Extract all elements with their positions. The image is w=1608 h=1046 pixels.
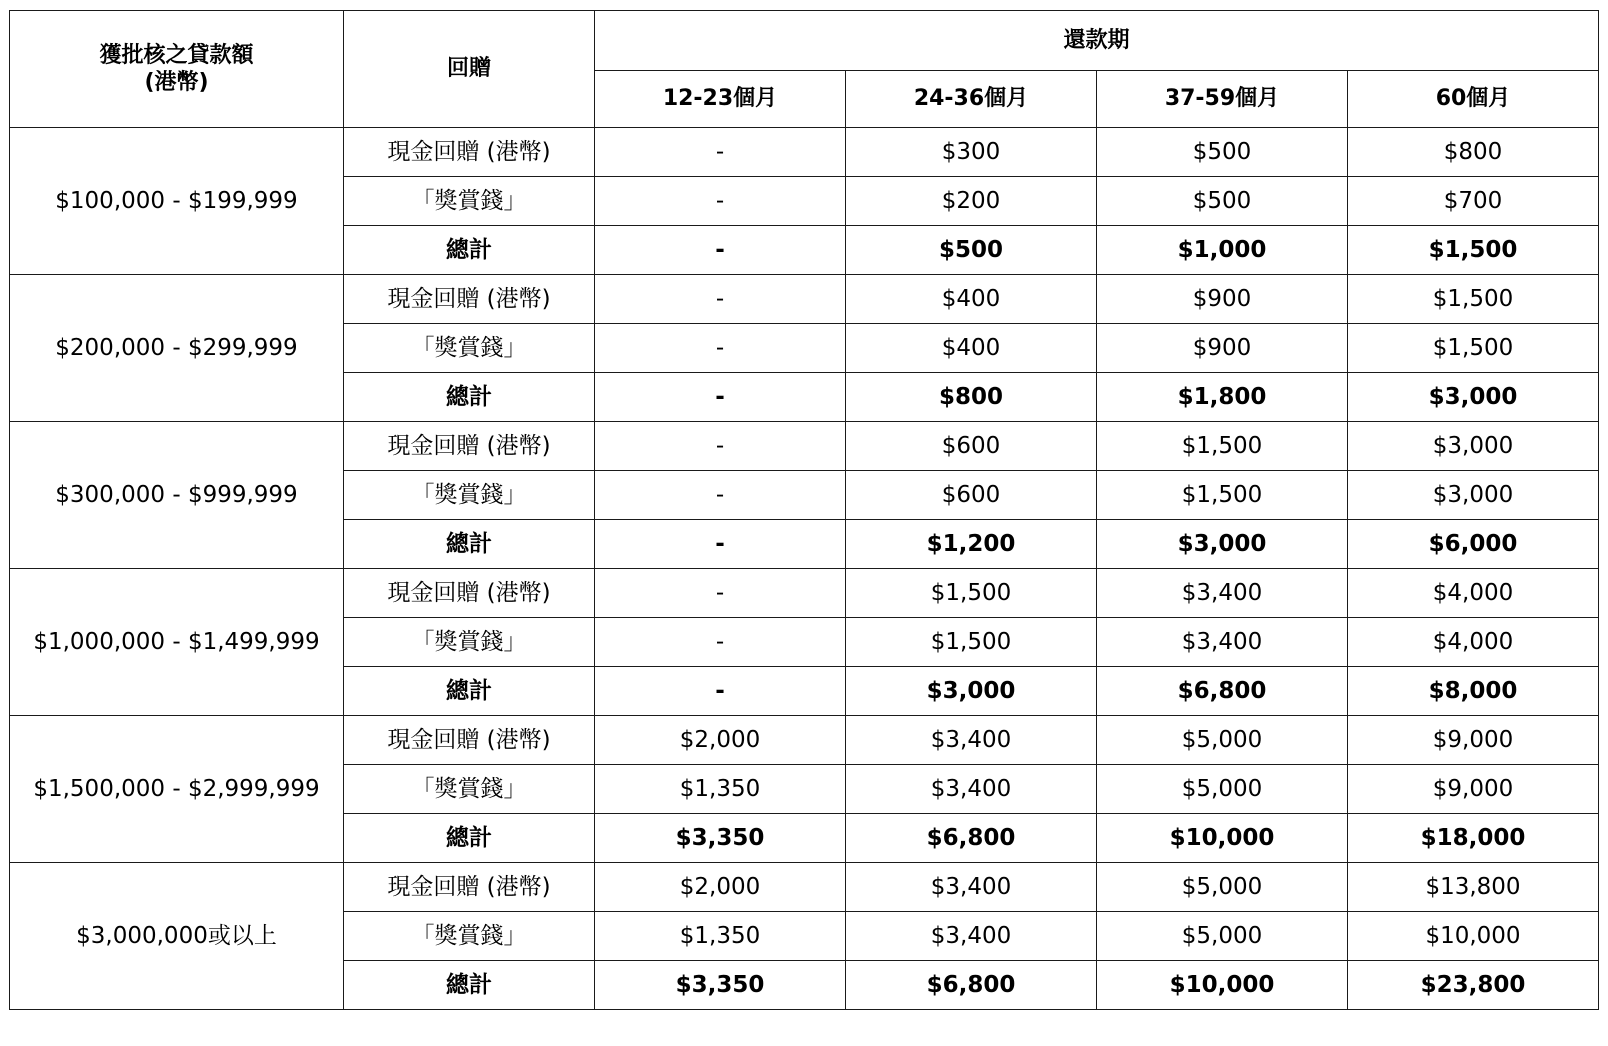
table-body: [10, 128, 1599, 1010]
total-value-cell: $10,000: [1097, 961, 1348, 1010]
rebate-value-cell: $400: [846, 275, 1097, 324]
total-label-cell: 總計: [344, 520, 595, 569]
rebate-value-cell: $9,000: [1348, 716, 1599, 765]
table-row: [10, 128, 1599, 177]
rebate-value-cell: $1,350: [595, 765, 846, 814]
total-value-cell: $3,000: [1348, 373, 1599, 422]
rebate-value-cell: $3,400: [846, 863, 1097, 912]
total-value-cell: $1,200: [846, 520, 1097, 569]
total-value-cell: $3,000: [1097, 520, 1348, 569]
rebate-type-cell: 現金回贈 (港幣): [344, 863, 595, 912]
rebate-value-cell: $1,500: [1348, 324, 1599, 373]
rebate-value-cell: $900: [1097, 324, 1348, 373]
total-label-cell: 總計: [344, 814, 595, 863]
rebate-value-cell: $1,500: [1097, 422, 1348, 471]
rebate-type-cell: 「獎賞錢」: [344, 765, 595, 814]
rebate-type-cell: 「獎賞錢」: [344, 324, 595, 373]
rebate-value-cell: $200: [846, 177, 1097, 226]
total-value-cell: $6,800: [1097, 667, 1348, 716]
loan-amount-cell: $1,000,000 - $1,499,999: [10, 569, 344, 716]
header-row-1: [10, 11, 1599, 71]
total-value-cell: $18,000: [1348, 814, 1599, 863]
rebate-value-cell: $3,000: [1348, 471, 1599, 520]
rebate-value-cell: $1,350: [595, 912, 846, 961]
rebate-type-cell: 現金回贈 (港幣): [344, 569, 595, 618]
rebate-value-cell: -: [595, 275, 846, 324]
rebate-value-cell: $800: [1348, 128, 1599, 177]
rebate-value-cell: -: [595, 177, 846, 226]
rebate-value-cell: $3,000: [1348, 422, 1599, 471]
rebate-value-cell: -: [595, 569, 846, 618]
total-value-cell: -: [595, 520, 846, 569]
total-label-cell: 總計: [344, 226, 595, 275]
rebate-value-cell: $4,000: [1348, 569, 1599, 618]
rebate-value-cell: -: [595, 422, 846, 471]
rebate-type-cell: 現金回贈 (港幣): [344, 275, 595, 324]
rebate-value-cell: $5,000: [1097, 765, 1348, 814]
total-value-cell: $500: [846, 226, 1097, 275]
loan-amount-cell: $1,500,000 - $2,999,999: [10, 716, 344, 863]
rebate-value-cell: $3,400: [846, 716, 1097, 765]
rebate-value-cell: $2,000: [595, 716, 846, 765]
loan-amount-header-line1: 獲批核之貸款額: [99, 42, 254, 68]
rebate-value-cell: $300: [846, 128, 1097, 177]
period-header-12-23: 12-23個月: [595, 71, 846, 128]
rebate-value-cell: $500: [1097, 177, 1348, 226]
total-value-cell: $6,800: [846, 814, 1097, 863]
table-row: [10, 569, 1599, 618]
rebate-value-cell: $4,000: [1348, 618, 1599, 667]
table-row: [10, 275, 1599, 324]
rebate-header: 回贈: [344, 11, 595, 128]
total-value-cell: -: [595, 373, 846, 422]
table-header: [10, 11, 1599, 128]
rebate-value-cell: $3,400: [1097, 618, 1348, 667]
rebate-value-cell: $3,400: [846, 765, 1097, 814]
total-value-cell: $1,000: [1097, 226, 1348, 275]
loan-amount-cell: $3,000,000或以上: [10, 863, 344, 1010]
loan-amount-cell: $100,000 - $199,999: [10, 128, 344, 275]
rebate-type-cell: 現金回贈 (港幣): [344, 716, 595, 765]
period-header-37-59: 37-59個月: [1097, 71, 1348, 128]
total-value-cell: $6,000: [1348, 520, 1599, 569]
table-row: [10, 716, 1599, 765]
rebate-value-cell: $500: [1097, 128, 1348, 177]
rebate-type-cell: 「獎賞錢」: [344, 618, 595, 667]
total-value-cell: $3,350: [595, 961, 846, 1010]
rebate-value-cell: $400: [846, 324, 1097, 373]
total-value-cell: $23,800: [1348, 961, 1599, 1010]
rebate-value-cell: -: [595, 471, 846, 520]
total-label-cell: 總計: [344, 667, 595, 716]
rebate-type-cell: 「獎賞錢」: [344, 177, 595, 226]
total-value-cell: $1,800: [1097, 373, 1348, 422]
loan-amount-cell: $200,000 - $299,999: [10, 275, 344, 422]
total-label-cell: 總計: [344, 961, 595, 1010]
rebate-value-cell: $3,400: [846, 912, 1097, 961]
loan-amount-cell: $300,000 - $999,999: [10, 422, 344, 569]
total-value-cell: $10,000: [1097, 814, 1348, 863]
rebate-value-cell: $1,500: [1097, 471, 1348, 520]
rebate-value-cell: $1,500: [846, 618, 1097, 667]
rebate-value-cell: $3,400: [1097, 569, 1348, 618]
rebate-value-cell: $1,500: [1348, 275, 1599, 324]
period-header-24-36: 24-36個月: [846, 71, 1097, 128]
rebate-type-cell: 現金回贈 (港幣): [344, 422, 595, 471]
rebate-type-cell: 「獎賞錢」: [344, 912, 595, 961]
total-label-cell: 總計: [344, 373, 595, 422]
rebate-value-cell: -: [595, 128, 846, 177]
period-header-60: 60個月: [1348, 71, 1599, 128]
rebate-value-cell: $1,500: [846, 569, 1097, 618]
rebate-value-cell: $5,000: [1097, 863, 1348, 912]
rebate-type-cell: 現金回贈 (港幣): [344, 128, 595, 177]
total-value-cell: $6,800: [846, 961, 1097, 1010]
table-row: [10, 863, 1599, 912]
rebate-value-cell: $13,800: [1348, 863, 1599, 912]
tenor-header: 還款期: [595, 11, 1599, 71]
total-value-cell: $3,350: [595, 814, 846, 863]
total-value-cell: $8,000: [1348, 667, 1599, 716]
rebate-value-cell: $600: [846, 471, 1097, 520]
rebate-value-cell: $5,000: [1097, 716, 1348, 765]
rebate-value-cell: $10,000: [1348, 912, 1599, 961]
rebate-value-cell: $700: [1348, 177, 1599, 226]
rebate-value-cell: $900: [1097, 275, 1348, 324]
loan-amount-header: [10, 11, 344, 128]
total-value-cell: -: [595, 226, 846, 275]
total-value-cell: $3,000: [846, 667, 1097, 716]
loan-amount-header-line2: (港幣): [144, 70, 209, 95]
total-value-cell: $800: [846, 373, 1097, 422]
rebate-value-cell: $5,000: [1097, 912, 1348, 961]
total-value-cell: $1,500: [1348, 226, 1599, 275]
rebate-type-cell: 「獎賞錢」: [344, 471, 595, 520]
rebate-value-cell: $600: [846, 422, 1097, 471]
total-value-cell: -: [595, 667, 846, 716]
rebate-value-cell: $2,000: [595, 863, 846, 912]
table-row: [10, 422, 1599, 471]
rebate-value-cell: -: [595, 618, 846, 667]
rebate-table: [9, 10, 1599, 1010]
rebate-value-cell: $9,000: [1348, 765, 1599, 814]
rebate-value-cell: -: [595, 324, 846, 373]
